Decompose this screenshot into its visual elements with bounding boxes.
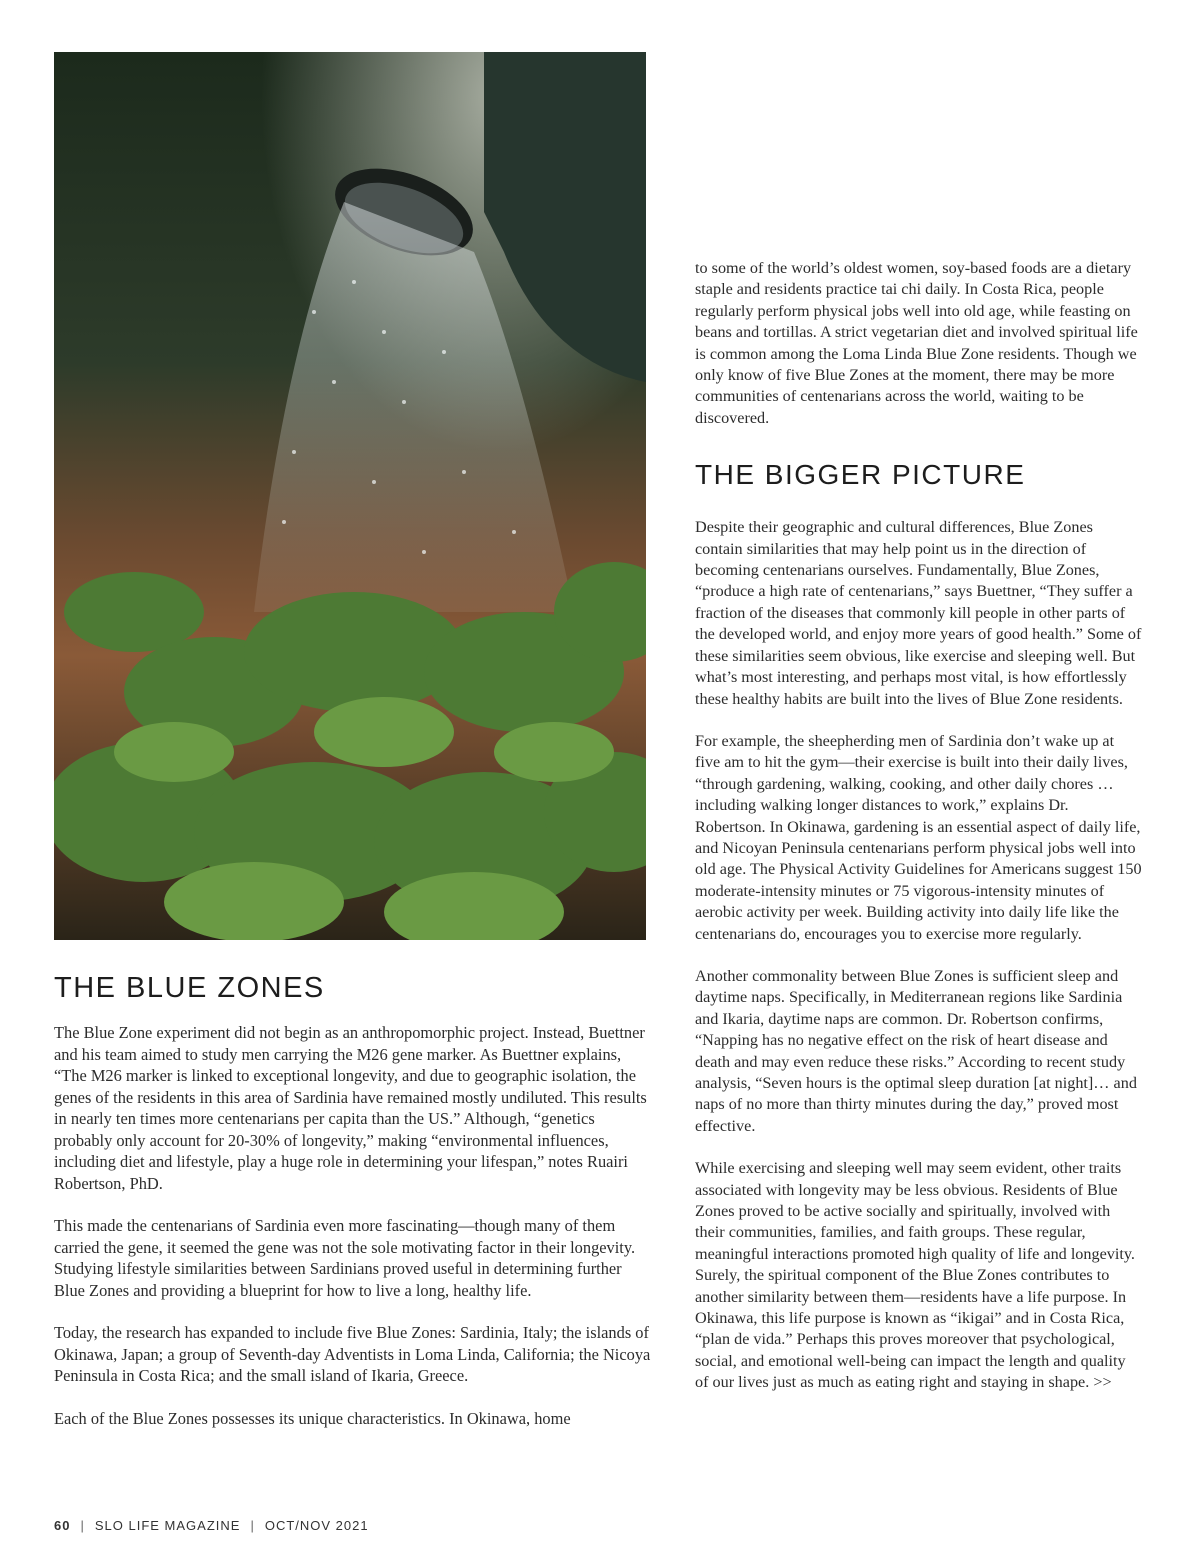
body-paragraph: Despite their geographic and cultural differences, Blue Zones contain similarities that may help point us in the direction of becoming centenarians ourselves. Fundamentally, Blue Zones, “produce a high rate of centenarians,” says Buettner, “They suffer a fraction of the diseases that commonly kill people in other parts of the developed world, and enjoy more years of good health.” Some of these similarities seem obvious, like exercise and sleeping well. But what’s most interesting, and perhaps most vital, is how effortlessly these healthy habits are built into the lives of Blue Zone residents. (695, 518, 1142, 708)
right-column (695, 258, 1143, 1415)
body-paragraph: The Blue Zone experiment did not begin as an anthropomorphic project. Instead, Buettner and his team aimed to study men carrying the M26 gene marker. As Buettner explains, “The M26 marker is linked to exceptional longevity, and due to geographic isolation, the genes of the residents in this area of Sardinia have remained mostly undiluted. This results in nearly ten times more centenarians per capita than the US.” Although, “genetics probably only account for 20-30% of longevity,” making “environmental influences, including diet and lifestyle, play a huge role in determining your lifespan,” notes Ruairi Robertson, PhD. (54, 1023, 647, 1193)
watering-can-photo (54, 52, 646, 940)
body-paragraph: Each of the Blue Zones possesses its unique characteristics. In Okinawa, home (54, 1408, 571, 1428)
body-paragraph-continued: to some of the world’s oldest women, soy-based foods are a dietary staple and residents practice tai chi daily. In Costa Rica, people regularly perform physical jobs well into old age, while feasting on beans and tortillas. A strict vegetarian diet and involved spiritual life is common among the Loma Linda Blue Zone residents. Though we only know of five Blue Zones at the moment, there may be more communities of centenarians across the world, waiting to be discovered. (695, 259, 1138, 427)
body-paragraph: This made the centenarians of Sardinia even more fascinating—though many of them carried the gene, it seemed the gene was not the sole motivating factor in their longevity. Studying lifestyle similarities between Sardinians proved useful in determining further Blue Zones and providing a blueprint for how to live a long, healthy life. (54, 1216, 636, 1300)
body-paragraph: While exercising and sleeping well may seem evident, other traits associated with longevity may be less obvious. Residents of Blue Zones proved to be active socially and spiritually, involved with their communities, families, and faith groups. These regular, meaningful interactions promoted high quality of life and longevity. Surely, the spiritual component of the Blue Zones contributes to another similarity between them—residents have a life purpose. In Okinawa, this life purpose is known as “ikigai” and in Costa Rica, “plan de vida.” Perhaps this proves moreover that psychological, social, and emotional well-being can impact the length and quality of our lives just as much as eating right and staying in shape. >> (695, 1159, 1135, 1392)
body-paragraph: Another commonality between Blue Zones is sufficient sleep and daytime naps. Specifically, in Mediterranean regions like Sardinia and Ikaria, daytime naps are common. Dr. Robertson confirms, “Napping has no negative effect on the risk of heart disease and death and may even reduce these risks.” According to recent study analysis, “Seven hours is the optimal sleep duration [at night]… and naps of no more than thirty minutes during the day,” proved most effective. (695, 966, 1137, 1135)
page-number: 60 (54, 1518, 71, 1533)
footer-separator: | (250, 1518, 255, 1533)
publication-name: SLO LIFE MAGAZINE (94, 1518, 241, 1533)
body-paragraph: Today, the research has expanded to include five Blue Zones: Sardinia, Italy; the islands of Okinawa, Japan; a group of Seventh-day Adventists in Loma Linda, California; the Nicoya Peninsula in Costa Rica; and the small island of Ikaria, Greece. (54, 1323, 651, 1385)
footer-separator: | (80, 1518, 85, 1533)
issue-date: OCT/NOV 2021 (264, 1518, 369, 1533)
section-heading-bigger-picture: THE BIGGER PICTURE (695, 459, 1026, 491)
body-paragraph: For example, the sheepherding men of Sardinia don’t wake up at five am to hit the gym—their exercise is built into their daily lives, “through gardening, walking, cooking, and other daily chores … including walking longer distances to work,” explains Dr. Robertson. In Okinawa, gardening is an essential aspect of daily life, and Nicoyan Peninsula centenarians perform physical jobs well into old age. The Physical Activity Guidelines for Americans suggest 150 moderate-intensity minutes or 75 vigorous-intensity minutes of aerobic activity per week. Building activity into daily life like the centenarians do, encourages you to exercise more regularly. (695, 731, 1142, 943)
garden-watering-image (54, 52, 646, 940)
section-heading-blue-zones: THE BLUE ZONES (54, 972, 325, 1004)
page-footer (54, 1518, 369, 1533)
left-column (54, 968, 654, 1450)
